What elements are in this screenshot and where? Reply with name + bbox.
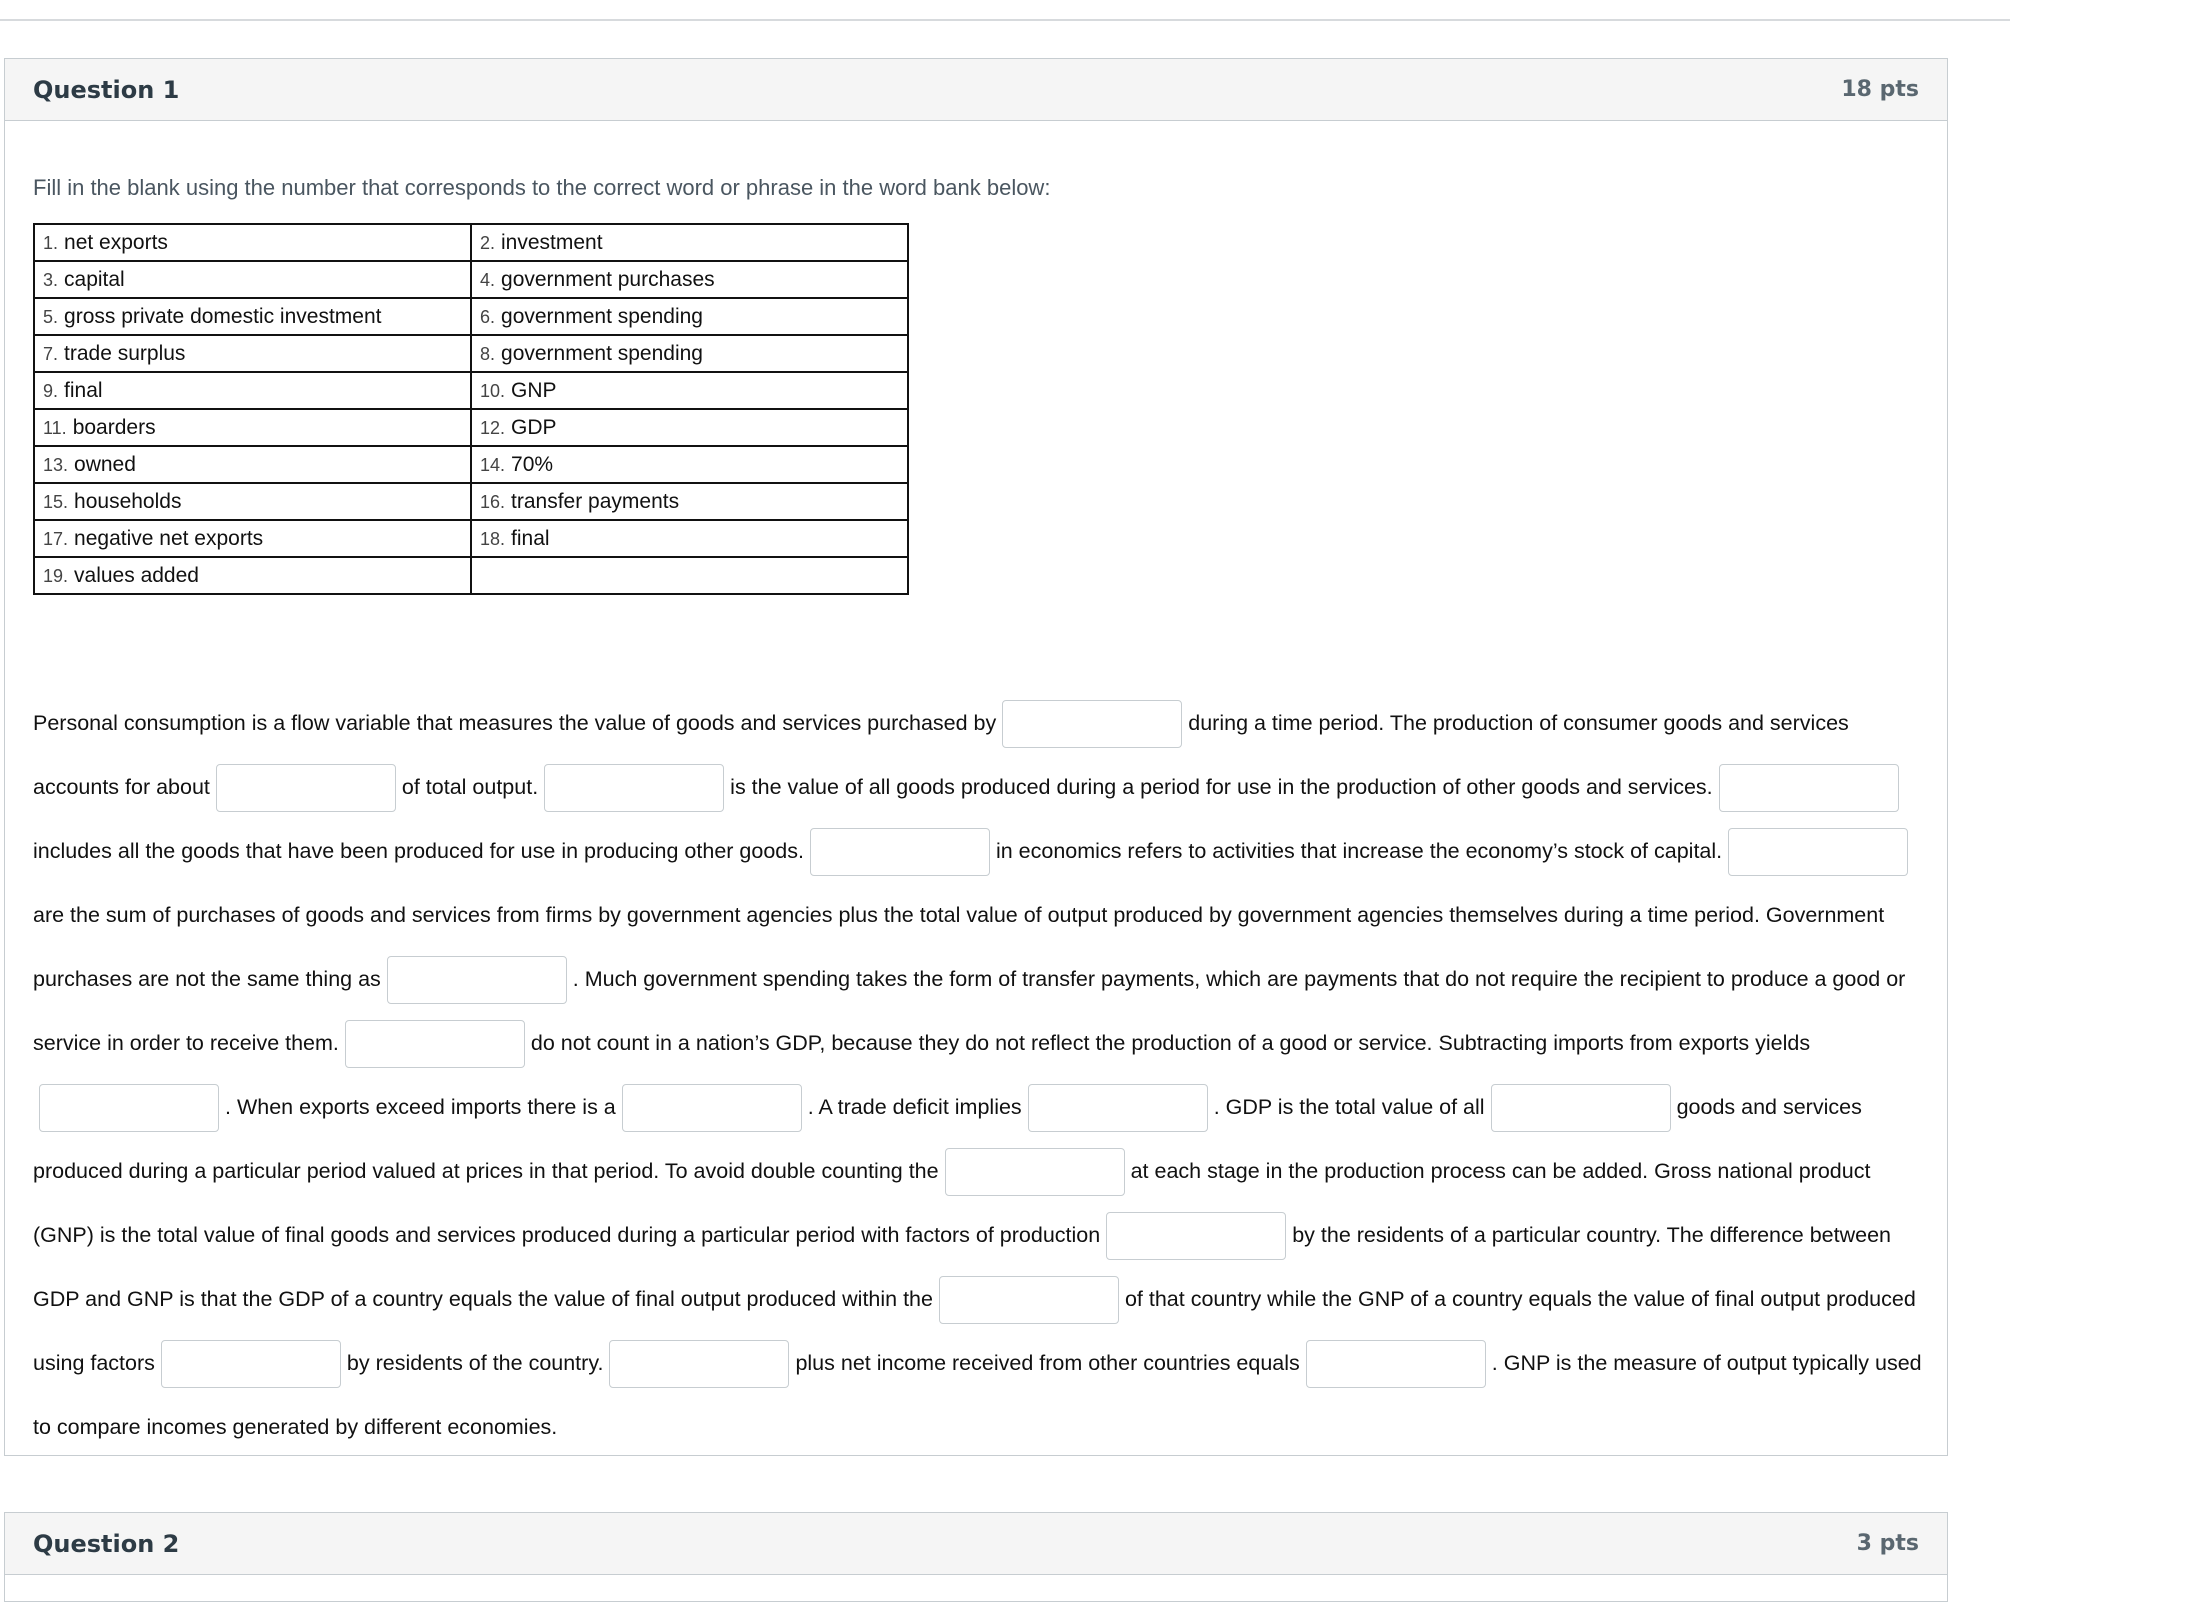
word-bank-cell <box>471 372 908 409</box>
word-bank-number: 18. <box>480 528 506 549</box>
word-bank-number: 12. <box>480 417 506 438</box>
text-segment: goods and services produced during a particular period valued at prices in that period. To avoid double counting the <box>33 1095 1862 1183</box>
word-bank-term: owned <box>74 452 136 476</box>
word-bank-cell <box>471 335 908 372</box>
word-bank-row <box>34 446 908 483</box>
word-bank-row <box>34 520 908 557</box>
blank-16-input[interactable] <box>161 1340 341 1388</box>
question-points: 18 pts <box>1841 77 1919 102</box>
text-segment: Personal consumption is a flow variable that measures the value of goods and services purchased by <box>33 711 997 735</box>
word-bank-term: government purchases <box>501 267 715 291</box>
word-bank-number: 10. <box>480 380 506 401</box>
word-bank-number: 5. <box>43 306 59 327</box>
blank-9-input[interactable] <box>39 1084 219 1132</box>
word-bank-cell <box>34 261 471 298</box>
word-bank-cell <box>34 483 471 520</box>
fill-in-paragraph <box>33 691 1933 1459</box>
word-bank-cell <box>471 446 908 483</box>
text-segment: are the sum of purchases of goods and services from firms by government agencies plus the total value of output produced by government agencies themselves during a time period. Government purchases are not the same thing as <box>33 903 1885 991</box>
question-points: 3 pts <box>1856 1531 1919 1556</box>
question-instruction: Fill in the blank using the number that corresponds to the correct word or phrase in the word bank below: <box>33 175 1051 200</box>
text-segment: by residents of the country. <box>346 1351 604 1375</box>
blank-17-input[interactable] <box>609 1340 789 1388</box>
text-segment: during a time period. The production of consumer goods and services accounts for about <box>33 711 1849 799</box>
word-bank-term: gross private domestic investment <box>64 304 382 328</box>
word-bank-number: 3. <box>43 269 59 290</box>
word-bank-cell <box>471 557 908 594</box>
word-bank-cell <box>471 261 908 298</box>
word-bank-term: capital <box>64 267 125 291</box>
text-segment: . GDP is the total value of all <box>1213 1095 1485 1119</box>
word-bank-cell <box>34 335 471 372</box>
question-1-card <box>4 58 1948 1456</box>
text-segment: . A trade deficit implies <box>807 1095 1022 1119</box>
word-bank-term: net exports <box>64 230 168 254</box>
blank-14-input[interactable] <box>1106 1212 1286 1260</box>
blank-7-input[interactable] <box>387 956 567 1004</box>
question-title: Question 1 <box>33 75 180 104</box>
top-divider <box>0 19 2010 21</box>
word-bank-term: government spending <box>501 304 703 328</box>
question-1-header <box>5 59 1947 121</box>
word-bank-term: negative net exports <box>74 526 264 550</box>
question-2-header <box>5 1513 1947 1575</box>
word-bank-term: trade surplus <box>64 341 186 365</box>
text-segment: do not count in a nation’s GDP, because they do not reflect the production of a good or service. Subtracting imports from exports yields <box>530 1031 1811 1055</box>
blank-8-input[interactable] <box>345 1020 525 1068</box>
word-bank-term: households <box>74 489 182 513</box>
word-bank-term: boarders <box>72 415 156 439</box>
word-bank-number: 8. <box>480 343 496 364</box>
word-bank-number: 7. <box>43 343 59 364</box>
word-bank-number: 1. <box>43 232 59 253</box>
word-bank-row <box>34 409 908 446</box>
word-bank-row <box>34 224 908 261</box>
word-bank-cell <box>471 224 908 261</box>
word-bank-cell <box>471 520 908 557</box>
word-bank-term: government spending <box>501 341 703 365</box>
word-bank-table <box>33 223 909 595</box>
word-bank-cell <box>34 520 471 557</box>
word-bank-term: investment <box>501 230 603 254</box>
blank-3-input[interactable] <box>544 764 724 812</box>
blank-4-input[interactable] <box>1719 764 1899 812</box>
word-bank-term: GDP <box>511 415 557 439</box>
word-bank-cell <box>471 483 908 520</box>
word-bank-cell <box>471 298 908 335</box>
question-title: Question 2 <box>33 1529 180 1558</box>
word-bank-term: GNP <box>511 378 557 402</box>
word-bank-number: 9. <box>43 380 59 401</box>
blank-2-input[interactable] <box>216 764 396 812</box>
text-segment: of total output. <box>401 775 539 799</box>
blank-10-input[interactable] <box>622 1084 802 1132</box>
word-bank-row <box>34 557 908 594</box>
word-bank-term: values added <box>74 563 199 587</box>
word-bank-row <box>34 483 908 520</box>
word-bank-cell <box>34 557 471 594</box>
word-bank-row <box>34 261 908 298</box>
blank-1-input[interactable] <box>1002 700 1182 748</box>
blank-6-input[interactable] <box>1728 828 1908 876</box>
question-2-card <box>4 1512 1948 1602</box>
word-bank-row <box>34 372 908 409</box>
word-bank-cell <box>34 446 471 483</box>
blank-15-input[interactable] <box>939 1276 1119 1324</box>
word-bank-number: 13. <box>43 454 69 475</box>
word-bank-number: 2. <box>480 232 496 253</box>
word-bank-cell <box>34 298 471 335</box>
word-bank-number: 11. <box>43 417 67 438</box>
text-segment: of that country while the GNP of a country equals the value of final output produced using factors <box>33 1287 1916 1375</box>
blank-18-input[interactable] <box>1306 1340 1486 1388</box>
word-bank-cell <box>471 409 908 446</box>
word-bank-row <box>34 335 908 372</box>
text-segment: . GNP is the measure of output typically used to compare incomes generated by different economies. <box>33 1351 1922 1439</box>
text-segment: is the value of all goods produced during a period for use in the production of other goods and services. <box>730 775 1713 799</box>
word-bank-term: 70% <box>511 452 554 476</box>
text-segment: includes all the goods that have been produced for use in producing other goods. <box>33 839 804 863</box>
word-bank-number: 6. <box>480 306 496 327</box>
word-bank-number: 19. <box>43 565 69 586</box>
text-segment: . When exports exceed imports there is a <box>225 1095 616 1119</box>
blank-11-input[interactable] <box>1028 1084 1208 1132</box>
text-segment: plus net income received from other countries equals <box>795 1351 1300 1375</box>
text-segment: by the residents of a particular country. The difference between GDP and GNP is that the GDP of a country equals the value of final output produced within the <box>33 1223 1891 1311</box>
text-segment: in economics refers to activities that increase the economy’s stock of capital. <box>995 839 1723 863</box>
word-bank-number: 16. <box>480 491 506 512</box>
word-bank-cell <box>34 409 471 446</box>
word-bank-number: 17. <box>43 528 69 549</box>
text-segment: . Much government spending takes the form of transfer payments, which are payments that do not require the recipient to produce a good or service in order to receive them. <box>33 967 1906 1055</box>
word-bank-term: final <box>511 526 550 550</box>
blank-12-input[interactable] <box>1491 1084 1671 1132</box>
word-bank-cell <box>34 224 471 261</box>
blank-13-input[interactable] <box>945 1148 1125 1196</box>
word-bank-row <box>34 298 908 335</box>
word-bank-number: 15. <box>43 491 69 512</box>
word-bank-number: 14. <box>480 454 506 475</box>
word-bank-cell <box>34 372 471 409</box>
word-bank-number: 4. <box>480 269 496 290</box>
blank-5-input[interactable] <box>810 828 990 876</box>
word-bank-term: final <box>64 378 103 402</box>
word-bank-term: transfer payments <box>511 489 680 513</box>
text-segment: at each stage in the production process can be added. Gross national product (GNP) is the total value of final goods and services produced during a particular period with factors of production <box>33 1159 1871 1247</box>
